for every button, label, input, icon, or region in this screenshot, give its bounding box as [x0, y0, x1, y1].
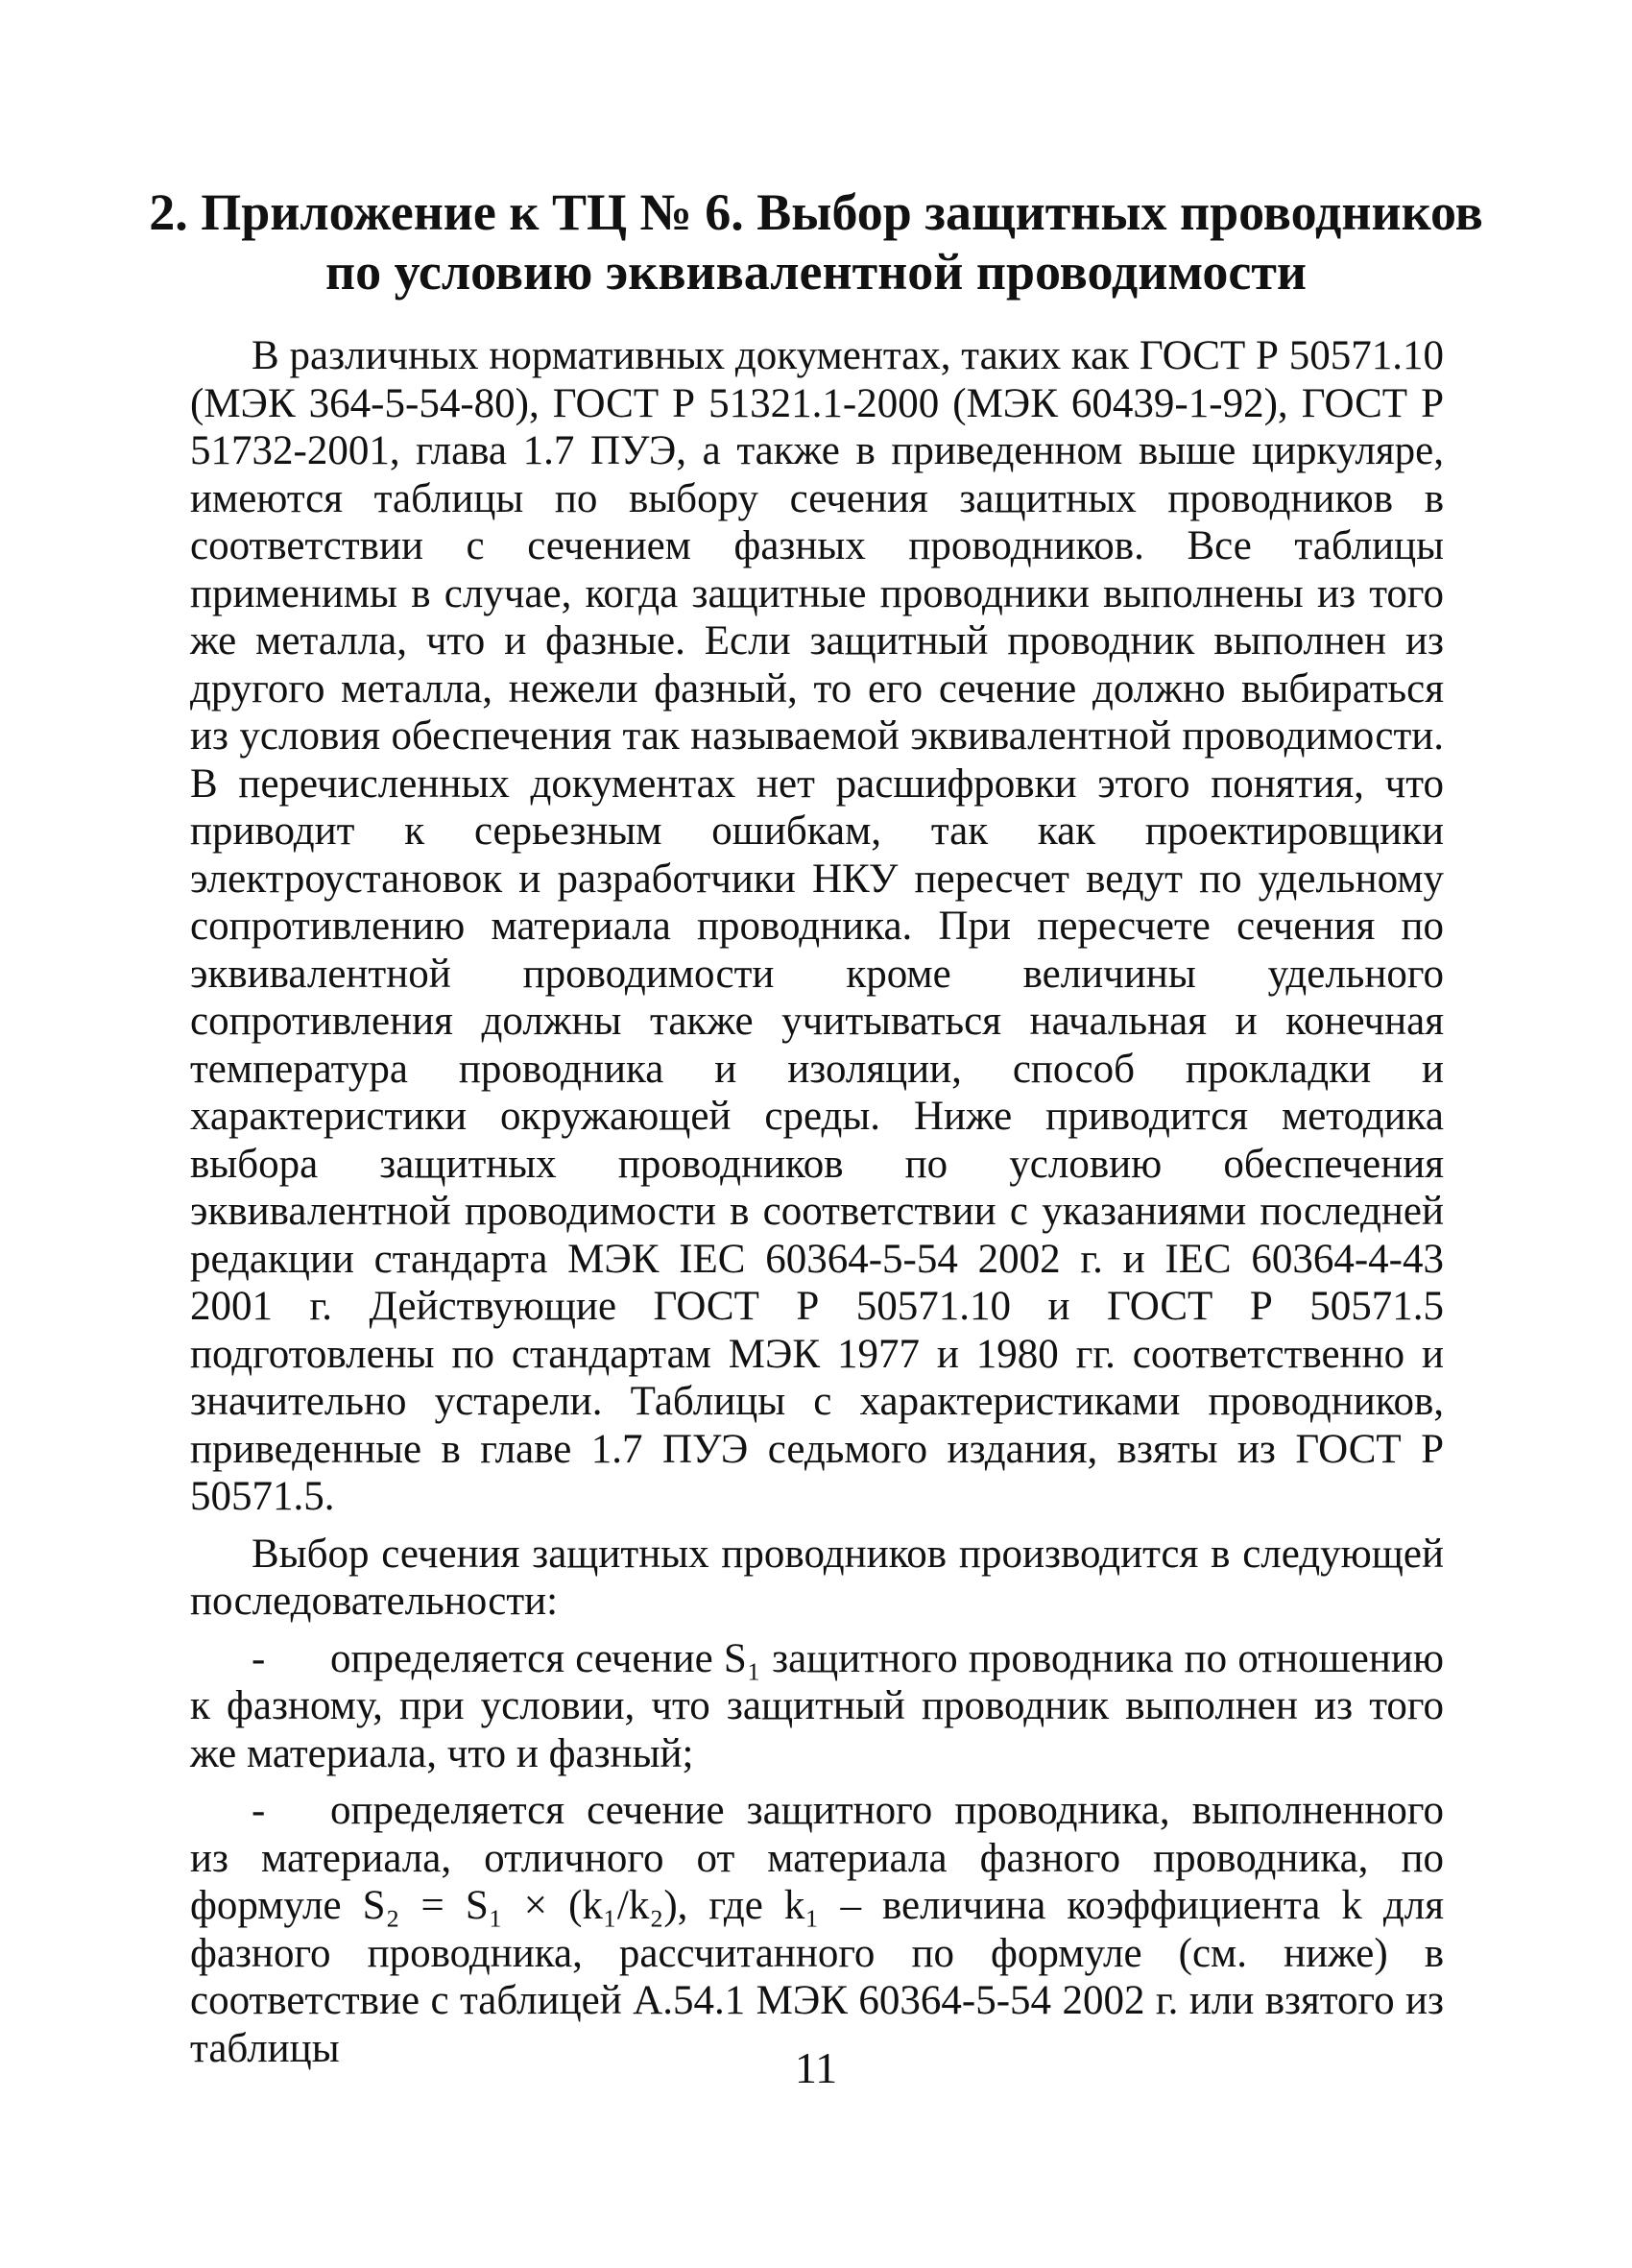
procedure-paragraph: Выбор сечения защитных проводников производится в следующей последовательности:: [190, 1531, 1444, 1624]
intro-paragraph: В различных нормативных документах, таких как ГОСТ Р 50571.10 (МЭК 364-5-54-80), ГОСТ Р 51321.1-2000 (МЭК 60439-1-92), ГОСТ Р 51732-2001, глава 1.7 ПУЭ, а также в приведенном выше циркуляре, имеются таблицы по выбору сечения защитных проводников в соответствии с сечением фазных проводников. Все таблицы применимы в случае, когда защитные проводники выполнены из того же металла, что и фазные. Если защитный проводник выполнен из другого металла, нежели фазный, то его сечение должно выбираться из условия обеспечения так называемой эквивалентной проводимости. В перечисленных документах нет расшифровки этого понятия, что приводит к серьезным ошибкам, так как проектировщики электроустановок и разработчики НКУ пересчет ведут по удельному сопротивлению материала проводника. При пересчете сечения по эквивалентной проводимости кроме величины удельного сопротивления должны также учитываться начальная и конечная температура проводника и изоляции, способ прокладки и характеристики окружающей среды. Ниже приводится методика выбора защитных проводников по условию обеспечения эквивалентной проводимости в соответствии с указаниями последней редакции стандарта МЭК IEC 60364-5-54 2002 г. и IEC 60364-4-43 2001 г. Действующие ГОСТ Р 50571.10 и ГОСТ Р 50571.5 подготовлены по стандартам МЭК 1977 и 1980 гг. соответственно и значительно устарели. Таблицы с характеристиками проводников, приведенные в главе 1.7 ПУЭ седьмого издания, взяты из ГОСТ Р 50571.5.: [190, 333, 1444, 1519]
list-item-text: определяется сечение защитного проводника, выполненного из материала, отличного от материала фазного проводника, по формуле S₂ = S₁ × (k₁/k₂), где k₁ – величина коэффициента k для фазного проводника, рассчитанного по формуле (см. ниже) в соответствие с таблицей А.54.1 МЭК 60364-5-54 2002 г. или взятого из таблицы: [190, 1788, 1444, 2071]
list-item-text: определяется сечение S₁ защитного проводника по отношению к фазному, при условии, что защитный проводник выполнен из того же материала, что и фазный;: [190, 1635, 1444, 1776]
list-item: [190, 1635, 1444, 1778]
list-dash: -: [252, 1788, 266, 1833]
body-text: [190, 332, 1444, 2072]
list-dash: -: [252, 1635, 266, 1681]
section-title: [144, 182, 1488, 302]
list-item: [190, 1787, 1444, 2072]
page-number: 11: [794, 2043, 838, 2092]
section-title-line-1: 2. Приложение к ТЦ № 6. Выбор защитных проводников: [149, 183, 1483, 241]
section-title-line-2: по условию эквивалентной проводимости: [324, 243, 1308, 301]
